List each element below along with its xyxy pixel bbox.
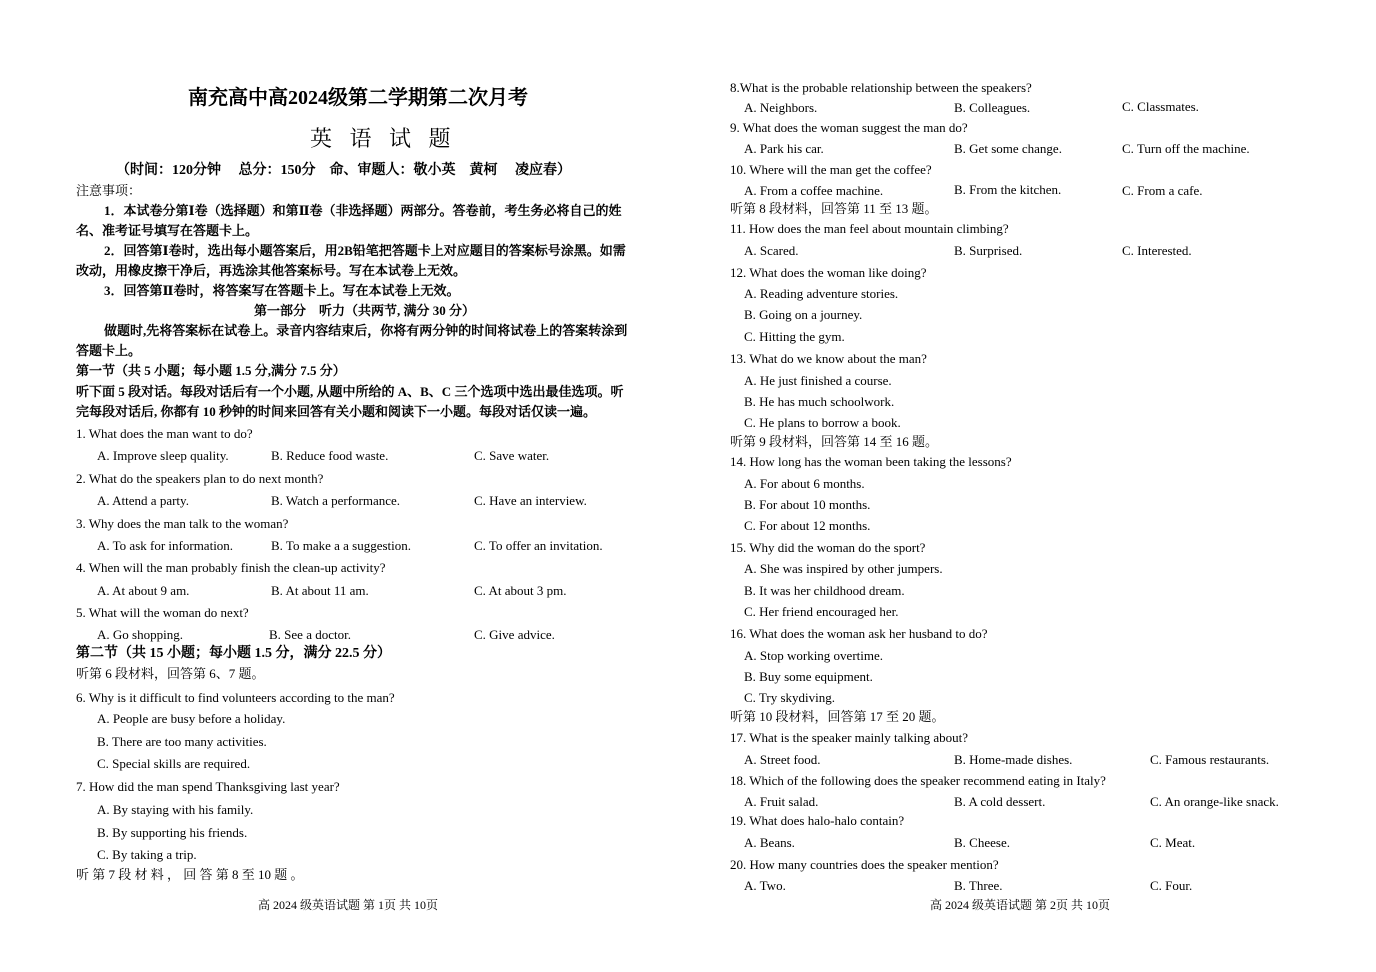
option-c: C. Meat. (1150, 835, 1196, 850)
option-b: B. Get some change. (954, 141, 1062, 156)
option-c: C. Hitting the gym. (744, 329, 845, 344)
notice-line: 名、准考证号填写在答题卡上。 (76, 223, 259, 238)
option-c: C. Famous restaurants. (1150, 752, 1270, 767)
option-b: B. Three. (954, 878, 1003, 893)
exam-subject: 英 语 试 题 (310, 126, 457, 151)
question-stem: 10. Where will the man get the coffee? (730, 162, 932, 177)
page-footer: 高 2024 级英语试题 第 2页 共 10页 (930, 898, 1111, 912)
option-b: B. It was her childhood dream. (744, 583, 905, 598)
option-b: B. Home-made dishes. (954, 752, 1073, 767)
option-b: B. Going on a journey. (744, 307, 863, 322)
question-stem: 15. Why did the woman do the sport? (730, 540, 926, 555)
question-stem: 17. What is the speaker mainly talking about? (730, 730, 969, 745)
question-stem: 19. What does halo-halo contain? (730, 813, 905, 828)
option-b: B. See a doctor. (269, 627, 351, 642)
question-stem: 7. How did the man spend Thanksgiving last year? (76, 779, 340, 794)
option-a: A. From a coffee machine. (744, 183, 884, 198)
option-c: C. From a cafe. (1122, 183, 1203, 198)
question-stem: 5. What will the woman do next? (76, 605, 249, 620)
option-a: A. To ask for information. (97, 538, 234, 553)
option-c: C. For about 12 months. (744, 518, 871, 533)
part1-instructions: 做题时,先将答案标在试卷上。录音内容结束后，你将有两分钟的时间将试卷上的答案转涂到 (104, 323, 628, 338)
question-stem: 16. What does the woman ask her husband to do? (730, 626, 988, 641)
option-c: C. Four. (1150, 878, 1193, 893)
section2-heading: 第二节（共 15 小题；每小题 1.5 分，满分 22.5 分） (76, 646, 391, 661)
option-a: A. Street food. (744, 752, 821, 767)
question-stem: 20. How many countries does the speaker mention? (730, 857, 999, 872)
option-c: C. Save water. (474, 448, 550, 463)
question-stem: 1. What does the man want to do? (76, 426, 253, 441)
exam-meta: （时间：120分钟 总分：150分 命、审题人：敬小英 黄柯 凌应春） (116, 163, 571, 178)
question-stem: 13. What do we know about the man? (730, 351, 927, 366)
option-a: A. Beans. (744, 835, 795, 850)
option-c: C. To offer an invitation. (474, 538, 603, 553)
option-b: B. Surprised. (954, 243, 1023, 258)
option-c: C. He plans to borrow a book. (744, 415, 901, 430)
option-b: B. Colleagues. (954, 100, 1031, 115)
option-b: B. He has much schoolwork. (744, 394, 895, 409)
option-b: B. To make a a suggestion. (271, 538, 412, 553)
question-stem: 4. When will the man probably finish the clean-up activity? (76, 560, 386, 575)
option-c: C. An orange-like snack. (1150, 794, 1279, 809)
material-note: 听第 9 段材料，回答第 14 至 16 题。 (730, 434, 939, 449)
material-note: 听 第 7 段 材 料 ， 回 答 第 8 至 10 题 。 (76, 867, 304, 882)
option-c: C. Classmates. (1122, 99, 1199, 114)
option-a: A. Go shopping. (97, 627, 183, 642)
option-c: C. Special skills are required. (97, 756, 251, 771)
question-stem: 9. What does the woman suggest the man do? (730, 120, 968, 135)
question-stem: 11. How does the man feel about mountain climbing? (730, 221, 1009, 236)
option-a: A. Neighbors. (744, 100, 818, 115)
notice-line: 2．回答第Ⅰ卷时，选出每小题答案后，用2B铅笔把答题卡上对应题目的答案标号涂黑。如需 (104, 243, 626, 258)
option-c: C. Interested. (1122, 243, 1192, 258)
part1-instructions: 答题卡上。 (76, 343, 142, 358)
option-b: B. There are too many activities. (97, 734, 267, 749)
option-c: C. By taking a trip. (97, 847, 197, 862)
option-b: B. At about 11 am. (271, 583, 369, 598)
option-a: A. Improve sleep quality. (97, 448, 229, 463)
material-note: 听第 8 段材料，回答第 11 至 13 题。 (730, 201, 938, 216)
option-a: A. By staying with his family. (97, 802, 254, 817)
option-a: A. Park his car. (744, 141, 824, 156)
option-a: A. Fruit salad. (744, 794, 819, 809)
section1-heading: 第一节（共 5 小题；每小题 1.5 分,满分 7.5 分） (76, 363, 346, 378)
option-c: C. Turn off the machine. (1122, 141, 1250, 156)
question-stem: 8.What is the probable relationship between the speakers? (730, 80, 1032, 95)
section1-instructions: 听下面 5 段对话。每段对话后有一个小题, 从题中所给的 A、B、C 三个选项中选出最佳选项。听 (76, 384, 624, 399)
section1-instructions: 完每段对话后, 你都有 10 秒钟的时间来回答有关小题和阅读下一小题。每段对话仅读一遍。 (76, 404, 597, 419)
option-a: A. Stop working overtime. (744, 648, 884, 663)
option-a: A. Reading adventure stories. (744, 286, 899, 301)
notice-line: 改动，用橡皮擦干净后，再选涂其他答案标号。写在本试卷上无效。 (76, 263, 467, 278)
option-b: B. A cold dessert. (954, 794, 1046, 809)
option-a: A. At about 9 am. (97, 583, 190, 598)
option-b: B. Cheese. (954, 835, 1010, 850)
question-stem: 3. Why does the man talk to the woman? (76, 516, 289, 531)
notice-line: 3．回答第Ⅱ卷时，将答案写在答题卡上。写在本试卷上无效。 (104, 283, 460, 298)
option-c: C. Give advice. (474, 627, 555, 642)
option-c: C. Her friend encouraged her. (744, 604, 899, 619)
notice-heading: 注意事项： (76, 183, 142, 198)
option-b: B. Reduce food waste. (271, 448, 389, 463)
option-a: A. She was inspired by other jumpers. (744, 561, 943, 576)
option-b: B. By supporting his friends. (97, 825, 248, 840)
page-footer: 高 2024 级英语试题 第 1页 共 10页 (258, 898, 439, 912)
exam-title: 南充高中高2024级第二学期第二次月考 (188, 87, 528, 109)
option-b: B. For about 10 months. (744, 497, 871, 512)
option-a: A. People are busy before a holiday. (97, 711, 286, 726)
question-stem: 6. Why is it difficult to find volunteers according to the man? (76, 690, 395, 705)
notice-line: 1．本试卷分第Ⅰ卷（选择题）和第Ⅱ卷（非选择题）两部分。答卷前，考生务必将自己的姓 (104, 203, 622, 218)
material-note: 听第 6 段材料，回答第 6、7 题。 (76, 666, 265, 681)
option-a: A. Two. (744, 878, 786, 893)
question-stem: 12. What does the woman like doing? (730, 265, 927, 280)
part1-heading: 第一部分 听力（共两节, 满分 30 分） (254, 303, 476, 318)
option-c: C. Have an interview. (474, 493, 587, 508)
material-note: 听第 10 段材料，回答第 17 至 20 题。 (730, 709, 945, 724)
question-stem: 18. Which of the following does the speaker recommend eating in Italy? (730, 773, 1106, 788)
option-a: A. He just finished a course. (744, 373, 892, 388)
option-a: A. Scared. (744, 243, 799, 258)
option-c: C. Try skydiving. (744, 690, 836, 705)
option-b: B. Buy some equipment. (744, 669, 873, 684)
question-stem: 2. What do the speakers plan to do next month? (76, 471, 324, 486)
question-stem: 14. How long has the woman been taking the lessons? (730, 454, 1012, 469)
option-a: A. For about 6 months. (744, 476, 865, 491)
option-c: C. At about 3 pm. (474, 583, 567, 598)
option-a: A. Attend a party. (97, 493, 189, 508)
option-b: B. From the kitchen. (954, 182, 1062, 197)
option-b: B. Watch a performance. (271, 493, 401, 508)
